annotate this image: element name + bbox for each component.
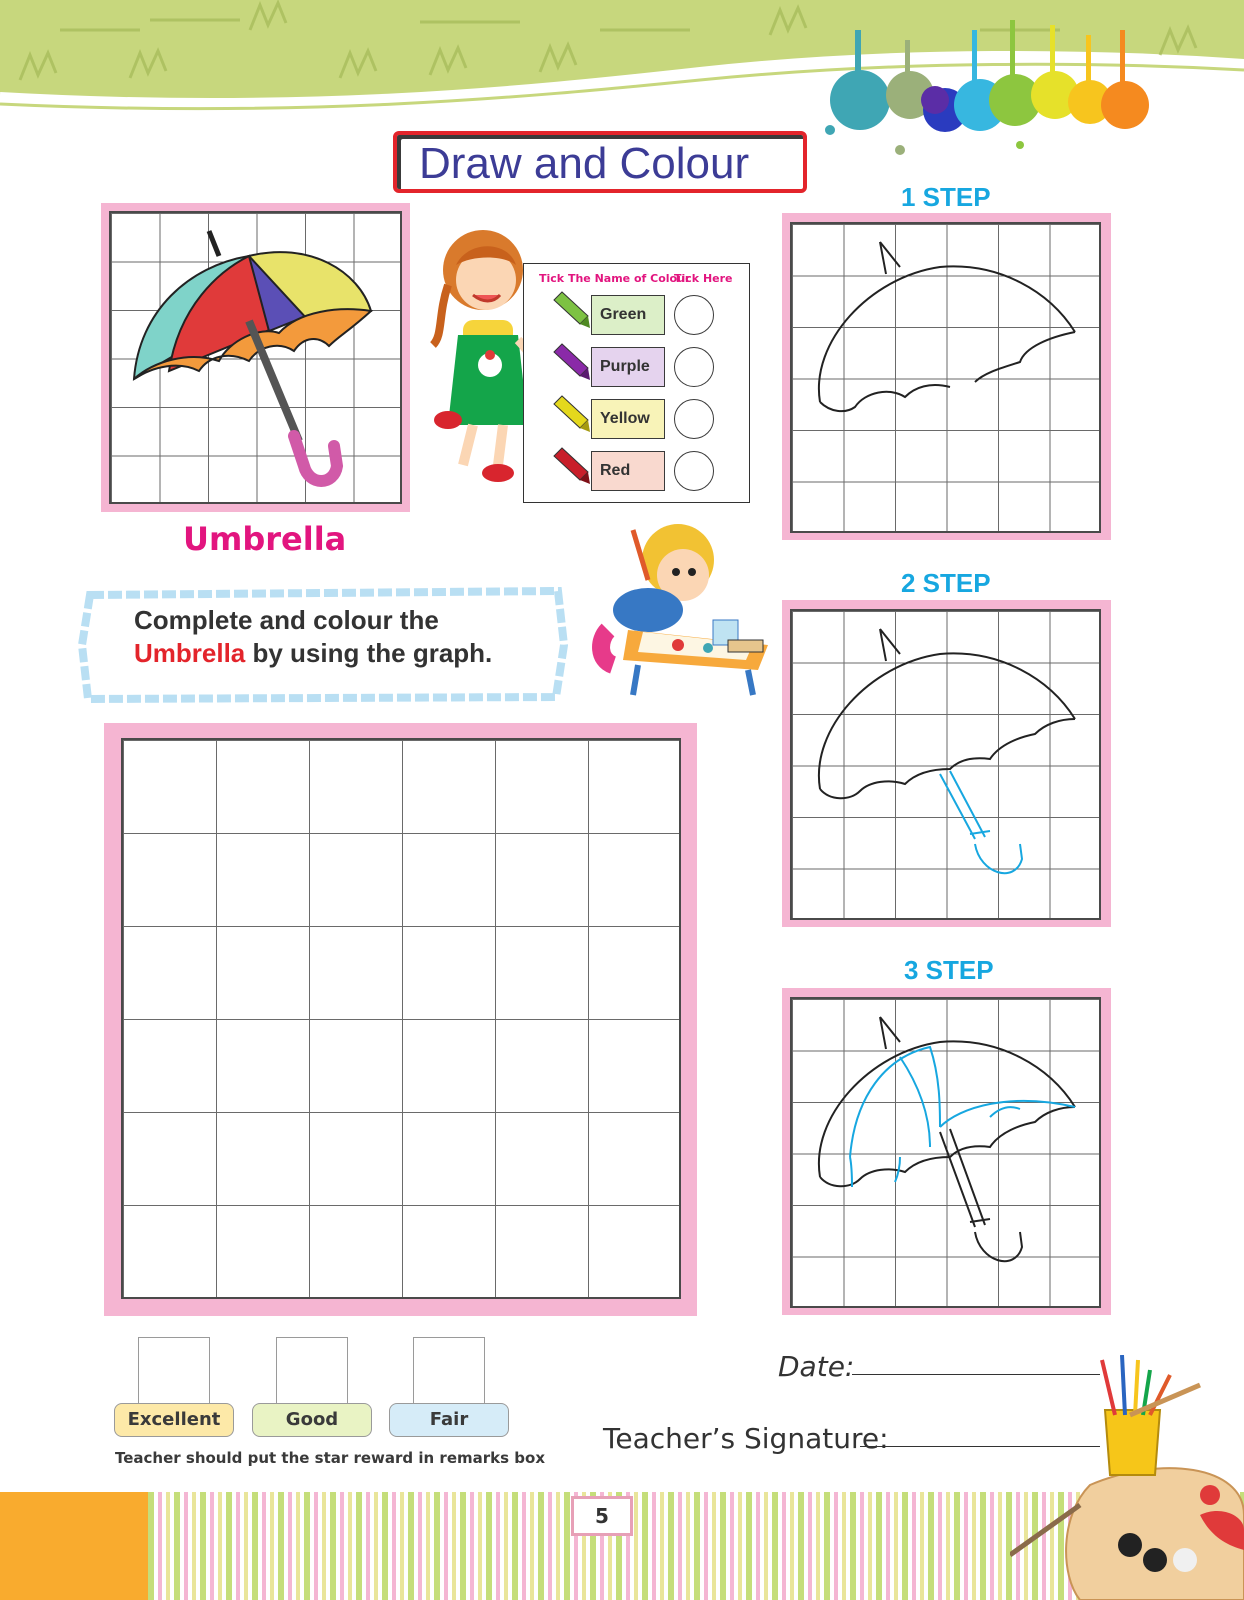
instruction-line-1: Complete and colour the <box>134 605 439 635</box>
colour-option-purple: Purple <box>591 347 665 387</box>
rating-box-fair[interactable] <box>413 1337 485 1405</box>
rating-box-good[interactable] <box>276 1337 348 1405</box>
colour-option-red: Red <box>591 451 665 491</box>
footer-orange-block <box>0 1492 148 1600</box>
page-title: Draw and Colour <box>419 139 750 188</box>
red-marker-icon <box>550 446 592 486</box>
instruction-text <box>134 604 492 670</box>
rating-label-good: Good <box>252 1403 372 1437</box>
colored-umbrella-illustration <box>109 211 402 504</box>
step-3-label: 3 STEP <box>904 955 994 985</box>
green-marker-icon <box>550 290 592 330</box>
page-title-box <box>393 131 807 193</box>
rating-label-excellent: Excellent <box>114 1403 234 1437</box>
page-number: 5 <box>595 1504 609 1528</box>
page-number-tab <box>571 1496 633 1536</box>
child-drawing-illustration <box>588 520 778 700</box>
tick-circle-red[interactable] <box>674 451 714 491</box>
instruction-line-2 <box>134 637 492 670</box>
reference-caption: Umbrella <box>183 520 347 558</box>
tick-circle-yellow[interactable] <box>674 399 714 439</box>
rating-label-fair: Fair <box>389 1403 509 1437</box>
step-2-umbrella-outline <box>790 609 1101 920</box>
drawing-area-grid[interactable] <box>121 738 681 1299</box>
yellow-marker-icon <box>550 394 592 434</box>
colour-option-yellow: Yellow <box>591 399 665 439</box>
teacher-signature-label: Teacher’s Signature: <box>603 1422 889 1455</box>
date-label: Date: <box>778 1350 855 1383</box>
tick-circle-green[interactable] <box>674 295 714 335</box>
tick-circle-purple[interactable] <box>674 347 714 387</box>
instruction-line-2-rest: by using the graph. <box>245 638 493 668</box>
step-3-umbrella-outline <box>790 997 1101 1308</box>
instruction-highlight: Umbrella <box>134 638 246 668</box>
colour-chart-header-right: Tick Here <box>674 272 733 285</box>
paint-splash-illustration <box>800 10 1180 160</box>
step-2-label: 2 STEP <box>901 568 991 598</box>
paint-palette-pencils-illustration <box>1010 1355 1244 1600</box>
step-1-label: 1 STEP <box>901 182 991 212</box>
rating-box-excellent[interactable] <box>138 1337 210 1405</box>
remarks-note: Teacher should put the star reward in remarks box <box>115 1449 545 1467</box>
colour-chart-header-left: Tick The Name of Colour <box>539 272 691 285</box>
step-1-umbrella-outline <box>790 222 1101 533</box>
colour-option-green: Green <box>591 295 665 335</box>
purple-marker-icon <box>550 342 592 382</box>
